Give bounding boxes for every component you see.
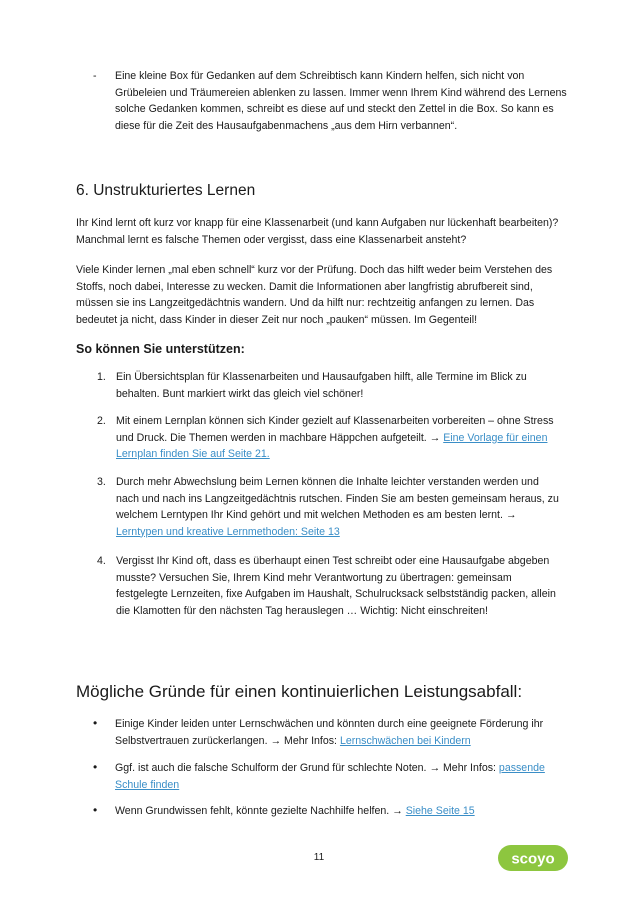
item-number: 1.: [97, 371, 106, 383]
link-seite-15[interactable]: Siehe Seite 15: [405, 805, 475, 817]
logo-text: scoyo: [511, 850, 555, 868]
item-body: Durch mehr Abwechslung beim Lernen können die Inhalte leichter verstanden werden und nach und nach ins Langzeitgedächtnis rutschen. Finden Sie am besten gemeinsam heraus, zu welchem Lerntypen Ihr Kind gehört und mit welchen Methoden es am besten lernt.: [116, 476, 559, 521]
item-text: [116, 474, 561, 540]
paragraph: Ihr Kind lernt oft kurz vor knapp für eine Klassenarbeit (und kann Aufgaben nur lückenhaft bearbeiten)? Manchmal lernt es falsche Themen oder vergisst, dass eine Klassenarbeit ansteht?: [76, 217, 559, 246]
bullet-marker: •: [93, 716, 98, 730]
item-body: Vergisst Ihr Kind oft, dass es überhaupt einen Test schreibt oder eine Hausaufgabe abgeben musste? Versuchen Sie, Ihrem Kind mehr Verantwortung zu übertragen: gemeinsam festgelegte Lernzeiten, fixe Aufgaben im Haushalt, Schulrucksack selbstständig packen, allein die Klamotten für den nächsten Tag herauslegen … Wichtig: Nicht einschreiten!: [116, 555, 556, 617]
arrow-icon: →: [502, 509, 517, 521]
item-number: 3.: [97, 476, 106, 488]
dash-marker: -: [93, 70, 97, 82]
intro-text: Eine kleine Box für Gedanken auf dem Schreibtisch kann Kindern helfen, sich nicht von Grübeleien und Träumereien ablenken zu lassen. Immer wenn Ihrem Kind während des Lernens solche Gedanken kommen, schreibt es diese auf und steckt den Zettel in die Box. So kann es diese für die Zeit des Hausaufgabenmachens „aus dem Hirn verbannen“.: [115, 70, 567, 132]
arrow-icon: →: [426, 431, 444, 444]
item-text: [116, 369, 561, 402]
item-number: 2.: [97, 415, 106, 427]
link-schule-finden[interactable]: passende Schule finden: [115, 762, 545, 791]
link-lernplan[interactable]: Eine Vorlage für einen Lernplan finden Sie auf Seite 21.: [116, 431, 548, 460]
item-body: Ein Übersichtsplan für Klassenarbeiten und Hausaufgaben hilft, alle Termine im Blick zu behalten. Bunt markiert wirkt das gleich viel schöner!: [116, 371, 527, 400]
item-body: Wenn Grundwissen fehlt, könnte gezielte Nachhilfe helfen.: [115, 805, 390, 817]
item-text: [116, 413, 561, 463]
item-body: Einige Kinder leiden unter Lernschwächen und könnten durch eine geeignete Förderung ihr Selbstvertrauen zurückerlangen.: [115, 718, 544, 747]
subheading: So können Sie unterstützen:: [76, 342, 245, 356]
paragraph: Viele Kinder lernen „mal eben schnell“ kurz vor der Prüfung. Doch das hilft weder beim Verstehen des Stoffs, noch dabei, Interesse zu wecken. Damit die Informationen aber langfristig abrufbereit sind, müssen sie ins Langzeitgedächtnis wandern. Und da hilft nur: rechtzeitig anfangen zu lernen. Das bedeutet ja nicht, dass Kinder in dieser Zeit nur noch „pauken“ müssen. Im Gegenteil!: [76, 264, 553, 326]
item-number: 4.: [97, 555, 106, 567]
section-heading: 6. Unstrukturiertes Lernen: [76, 182, 256, 199]
section-heading-large: Mögliche Gründe für einen kontinuierlichen Leistungsabfall:: [76, 682, 523, 701]
page-number: 11: [313, 852, 325, 863]
bullet-marker: •: [93, 803, 98, 817]
arrow-icon: →: [389, 805, 406, 817]
item-text: [116, 553, 561, 619]
item-text: [115, 760, 561, 793]
item-text: [115, 803, 561, 820]
arrow-icon: → Mehr Infos:: [267, 734, 340, 747]
item-body: Mit einem Lernplan können sich Kinder gezielt auf Klassenarbeiten vorbereiten – ohne Stress und Druck. Die Themen werden in machbare Häppchen aufgeteilt.: [116, 415, 554, 444]
link-lerntypen[interactable]: Lerntypen und kreative Lernmethoden: Seite 13: [116, 525, 340, 538]
link-lernschwaechen[interactable]: Lernschwächen bei Kindern: [339, 734, 471, 747]
arrow-icon: → Mehr Infos:: [426, 762, 499, 774]
item-text: [115, 716, 561, 749]
bullet-marker: •: [93, 760, 98, 774]
scoyo-logo: [498, 845, 568, 871]
item-body: Ggf. ist auch die falsche Schulform der Grund für schlechte Noten.: [115, 762, 427, 774]
